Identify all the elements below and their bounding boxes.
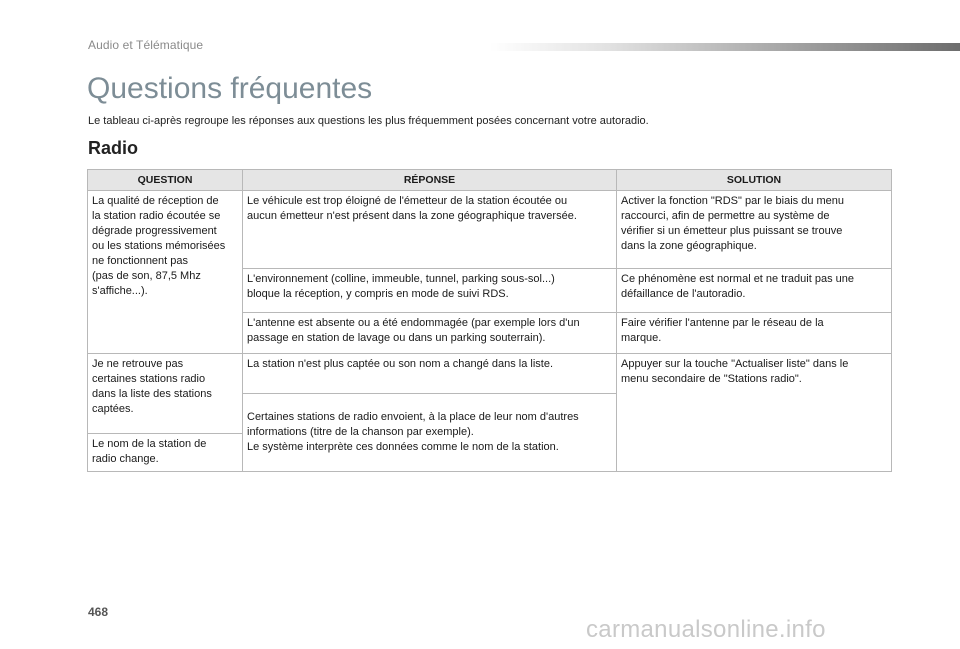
section-subtitle: Radio bbox=[88, 138, 139, 158]
answer-cell: Certaines stations de radio envoient, à la place de leur nom d'autres informations (titre de la chanson par exemple). Le système interprète ces données comme le nom de la station. bbox=[243, 394, 617, 472]
table-header-row bbox=[88, 170, 892, 191]
page-title: Questions fréquentes bbox=[87, 72, 373, 105]
answer-cell: La station n'est plus captée ou son nom a changé dans la liste. bbox=[243, 354, 617, 394]
page-number: 468 bbox=[88, 605, 109, 619]
column-header-question: QUESTION bbox=[88, 170, 243, 191]
column-header-answer: RÉPONSE bbox=[243, 170, 617, 191]
table-row bbox=[88, 354, 892, 394]
watermark-text: carmanualsonline.info bbox=[586, 616, 826, 643]
column-header-solution: SOLUTION bbox=[617, 170, 892, 191]
solution-cell: Ce phénomène est normal et ne traduit pas une défaillance de l'autoradio. bbox=[617, 269, 892, 313]
section-header: Audio et Télématique bbox=[88, 38, 204, 52]
faq-table bbox=[87, 169, 892, 472]
header-decorative-bar bbox=[490, 43, 960, 51]
question-cell: La qualité de réception de la station radio écoutée se dégrade progressivement ou les stations mémorisées ne fonctionnent pas (pas de son, 87,5 Mhz s'affiche...). bbox=[88, 191, 243, 354]
answer-cell: Le véhicule est trop éloigné de l'émetteur de la station écoutée ou aucun émetteur n'est présent dans la zone géographique traversée. bbox=[243, 191, 617, 269]
intro-text: Le tableau ci-après regroupe les réponses aux questions les plus fréquemment posées concernant votre autoradio. bbox=[88, 115, 649, 127]
question-cell: Le nom de la station de radio change. bbox=[88, 434, 243, 472]
solution-cell: Faire vérifier l'antenne par le réseau de la marque. bbox=[617, 313, 892, 354]
solution-cell: Appuyer sur la touche "Actualiser liste" dans le menu secondaire de "Stations radio". bbox=[617, 354, 892, 472]
table-row bbox=[88, 191, 892, 269]
answer-cell: L'environnement (colline, immeuble, tunnel, parking sous-sol...) bloque la réception, y compris en mode de suivi RDS. bbox=[243, 269, 617, 313]
question-cell: Je ne retrouve pas certaines stations radio dans la liste des stations captées. bbox=[88, 354, 243, 434]
answer-cell: L'antenne est absente ou a été endommagée (par exemple lors d'un passage en station de lavage ou dans un parking souterrain). bbox=[243, 313, 617, 354]
solution-cell: Activer la fonction "RDS" par le biais du menu raccourci, afin de permettre au système de vérifier si un émetteur plus puissant se trouve dans la zone géographique. bbox=[617, 191, 892, 269]
